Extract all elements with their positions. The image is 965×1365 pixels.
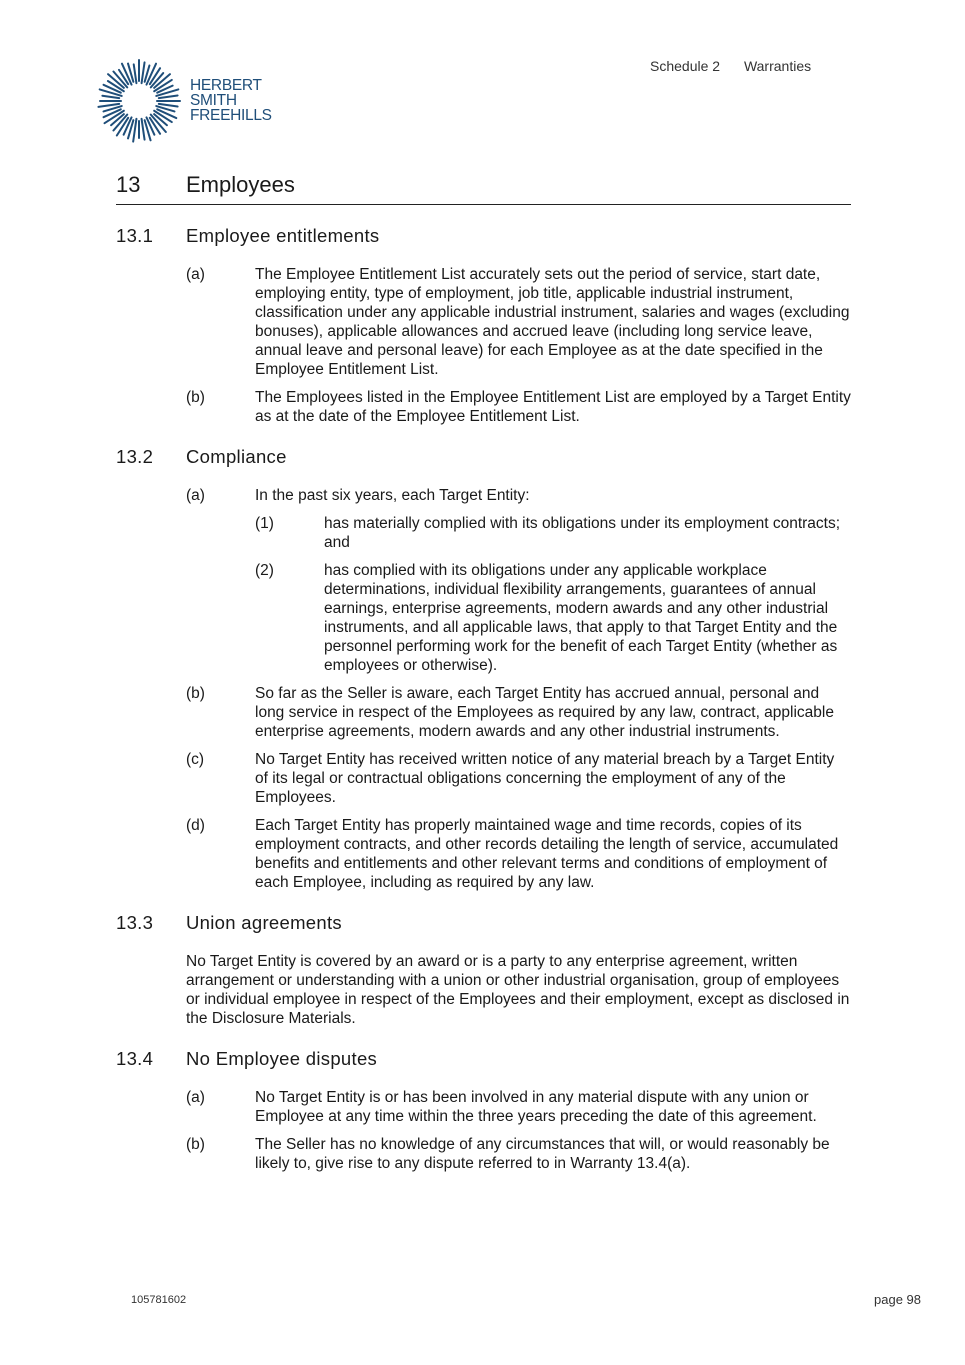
clause-text: The Employee Entitlement List accurately sets out the period of service, start date, employing entity, type of employment, job title, applicable industrial instrument, classification under any applicable industrial instrument, salaries and wages (excluding bonuses), applicable allowances and accrued leave (including long service leave, annual leave and personal leave) for each Employee as at the date specified in the Employee Entitlement List. bbox=[255, 266, 850, 378]
subclause-1 bbox=[255, 514, 851, 552]
logo-ray bbox=[102, 96, 119, 98]
subclause-text: has complied with its obligations under any applicable workplace determinations, individual flexibility arrangements, guarantees of annual earnings, enterprise agreements, modern awards and any other industrial instruments, and all applicable laws, that apply to that Target Entity and the personnel performing work for the benefit of each Target Entity (whether as employees or otherwise). bbox=[324, 562, 838, 674]
clause-label: (a) bbox=[186, 266, 205, 283]
clause-text: No Target Entity is or has been involved in any material dispute with any union or Employee at any time within the three years preceding the date of this agreement. bbox=[255, 1089, 817, 1125]
subheading-number: 13.4 bbox=[116, 1048, 154, 1069]
heading-title: Employees bbox=[186, 172, 295, 197]
clause-text: The Employees listed in the Employee Entitlement List are employed by a Target Entity as at the date of the Employee Entitlement List. bbox=[255, 389, 851, 425]
sunburst-logo-icon bbox=[96, 58, 182, 144]
subheading-13-1 bbox=[116, 225, 851, 247]
subheading-13-3 bbox=[116, 912, 851, 934]
logo-wordmark bbox=[190, 78, 272, 123]
clause-13-2-b bbox=[186, 684, 851, 741]
clause-label: (a) bbox=[186, 1089, 205, 1106]
logo-line: SMITH bbox=[190, 92, 237, 109]
clause-13-4-b bbox=[186, 1135, 851, 1173]
clause-13-2-a bbox=[186, 486, 851, 675]
document-body bbox=[116, 172, 851, 1182]
clause-label: (a) bbox=[186, 487, 205, 504]
subclause-text: has materially complied with its obligations under its employment contracts; and bbox=[324, 515, 841, 551]
section-heading bbox=[116, 172, 851, 205]
logo-line: HERBERT bbox=[190, 77, 262, 94]
clause-text: Each Target Entity has properly maintained wage and time records, copies of its employment contracts, and other records detailing the length of service, accumulated benefits and entitlements and other relevant terms and conditions of employment of each Employee, including as required by any law. bbox=[255, 817, 839, 891]
subheading-title: Employee entitlements bbox=[186, 225, 380, 246]
subclause-2 bbox=[255, 561, 851, 675]
logo-ray bbox=[142, 119, 145, 140]
company-logo bbox=[96, 58, 296, 148]
subheading-number: 13.2 bbox=[116, 446, 154, 467]
clause-label: (b) bbox=[186, 685, 205, 702]
clause-text: So far as the Seller is aware, each Target Entity has accrued annual, personal and long service in respect of the Employees as required by any law, contract, applicable enterprise agreements, modern awards and any other industrial instruments. bbox=[255, 685, 834, 740]
document-id: 105781602 bbox=[131, 1294, 187, 1306]
subclause-label: (2) bbox=[255, 562, 274, 579]
clause-13-2-c bbox=[186, 750, 851, 807]
clause-label: (b) bbox=[186, 389, 205, 406]
logo-ray bbox=[142, 62, 145, 83]
clause-label: (d) bbox=[186, 817, 205, 834]
clause-text: The Seller has no knowledge of any circumstances that will, or would reasonably be likely to, give rise to any dispute referred to in Warranty 13.4(a). bbox=[255, 1136, 830, 1172]
subheading-13-4 bbox=[116, 1048, 851, 1070]
subheading-13-2 bbox=[116, 446, 851, 468]
logo-ray bbox=[98, 104, 119, 107]
subheading-title: No Employee disputes bbox=[186, 1048, 378, 1069]
logo-ray bbox=[134, 64, 137, 83]
clause-13-2-d bbox=[186, 816, 851, 892]
section-label: Warranties bbox=[743, 58, 812, 74]
clause-text: No Target Entity has received written notice of any material breach by a Target Entity of its legal or contractual obligations concerning the employment of any of the Employees. bbox=[255, 751, 835, 806]
running-header bbox=[650, 58, 811, 74]
clause-label: (c) bbox=[186, 751, 205, 768]
subclause-label: (1) bbox=[255, 515, 274, 532]
schedule-label: Schedule 2 bbox=[650, 58, 721, 74]
logo-ray bbox=[159, 104, 178, 107]
page-number: page 98 bbox=[874, 1292, 921, 1307]
clause-13-1-a bbox=[186, 265, 851, 379]
clause-label: (b) bbox=[186, 1136, 205, 1153]
subheading-title: Compliance bbox=[186, 446, 287, 467]
logo-ray bbox=[159, 95, 178, 98]
clause-13-1-b bbox=[186, 388, 851, 426]
subheading-title: Union agreements bbox=[186, 912, 342, 933]
clause-body bbox=[255, 486, 851, 675]
paragraph-13-3: No Target Entity is covered by an award or is a party to any enterprise agreement, written arrangement or understanding with a union or other industrial organisation, group of employees or individual employee in respect of the Employees and their employment, except as disclosed in the Disclosure Materials. bbox=[186, 953, 850, 1027]
logo-line: FREEHILLS bbox=[190, 107, 272, 124]
clause-13-4-a bbox=[186, 1088, 851, 1126]
subheading-number: 13.3 bbox=[116, 912, 154, 933]
heading-number: 13 bbox=[116, 172, 141, 197]
subheading-number: 13.1 bbox=[116, 225, 154, 246]
clause-text: In the past six years, each Target Entity: bbox=[255, 487, 530, 504]
